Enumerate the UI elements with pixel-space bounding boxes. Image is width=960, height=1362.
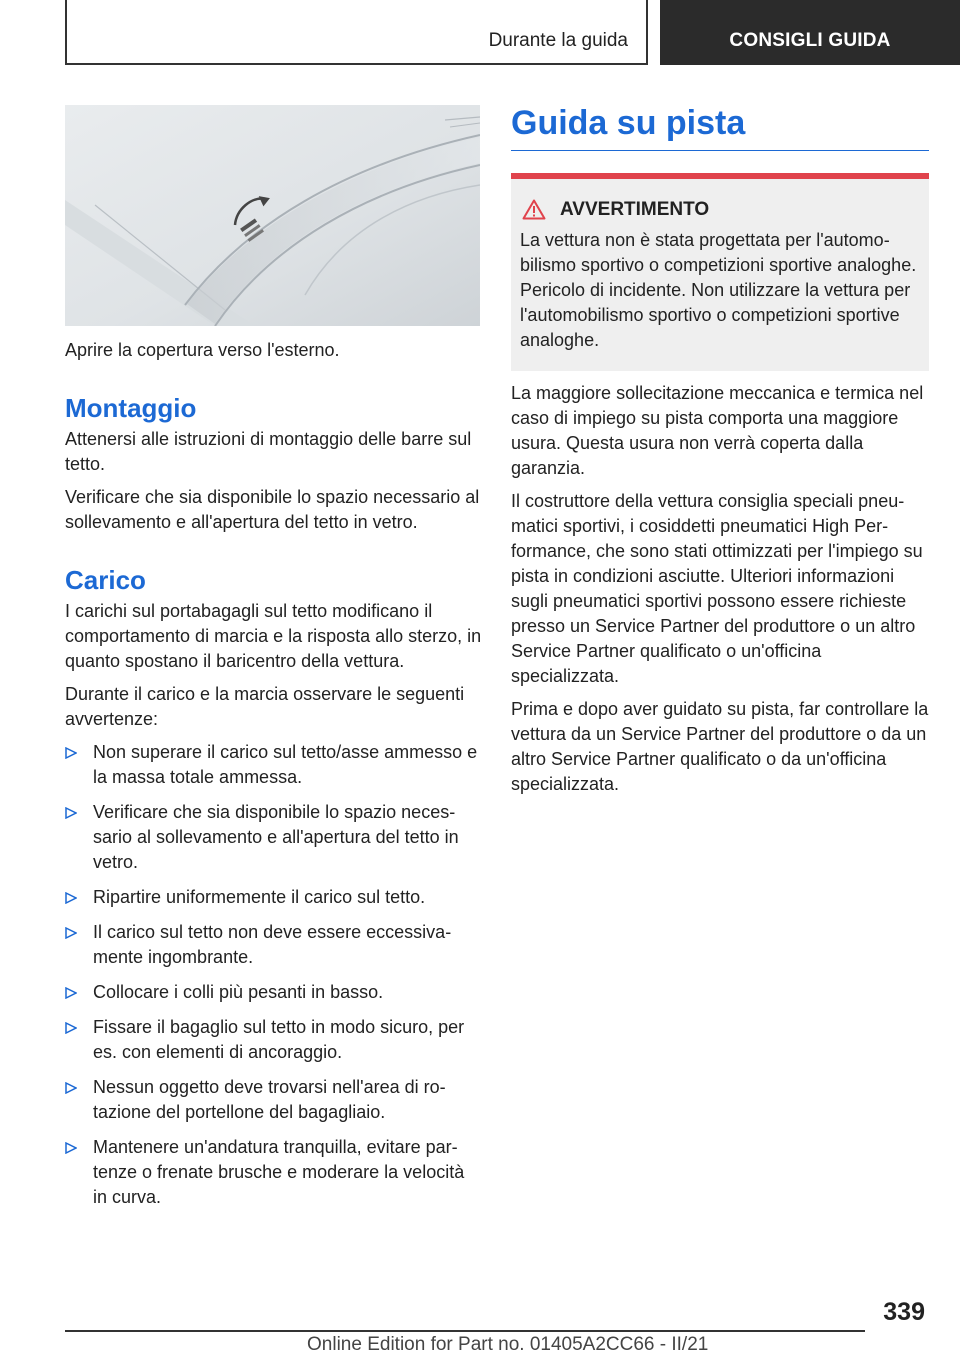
header-chapter-title: CONSIGLI GUIDA (729, 29, 891, 51)
list-item-text: Non superare il carico sul tetto/asse ammesso e la massa totale ammessa. (93, 742, 478, 787)
right-column (511, 100, 929, 805)
warning-text: La vettura non è stata progettata per l'automobilismo sportivo o competizioni sportive analoghe. Pericolo di incidente. Non utilizzare la vettura per l'automobilismo sportivo o competizioni sportive analoghe. (520, 230, 917, 350)
list-item-text: Il carico sul tetto non deve essere eccessivamente ingombrante. (93, 922, 452, 967)
header-section-title: Durante la guida (488, 30, 628, 51)
carico-list (65, 740, 483, 1210)
warning-header (520, 197, 919, 222)
header-chapter-tab (660, 0, 960, 65)
pista-paragraph-2: Il costruttore della vettura consiglia speciali pneumatici sportivi, i cosiddetti pneumatici High Performance, che sono stati ottimizzati per l'impiego su pista in condizioni asciutte. Ulteriori informazioni sugli pneumatici sportivi possono essere richieste presso un Service Partner del produttore o un altro Service Partner qualificato o un'officina specializzata. (511, 491, 923, 686)
heading-guida-su-pista: Guida su pista (511, 100, 929, 151)
list-item (65, 1135, 483, 1210)
triangle-bullet-icon (65, 1142, 77, 1154)
roof-cover-illustration (65, 105, 480, 326)
triangle-bullet-icon (65, 1022, 77, 1034)
footer-edition: Online Edition for Part no. 01405A2CC66 - II/21 (307, 1334, 709, 1355)
heading-carico: Carico (65, 565, 146, 595)
warning-box (511, 173, 929, 371)
triangle-bullet-icon (65, 747, 77, 759)
list-item-text: Fissare il bagaglio sul tetto in modo sicuro, per es. con elementi di ancoraggio. (93, 1017, 465, 1062)
list-item (65, 1075, 483, 1125)
carico-paragraph-2: Durante il carico e la marcia osservare le seguenti avvertenze: (65, 684, 465, 729)
list-item (65, 885, 483, 910)
list-item-text: Nessun oggetto deve trovarsi nell'area di rotazione del portellone del bagagliaio. (93, 1077, 446, 1122)
list-item (65, 920, 483, 970)
triangle-bullet-icon (65, 1082, 77, 1094)
carico-paragraph-1: I carichi sul portabagagli sul tetto modificano il comportamento di marcia e la risposta allo sterzo, in quanto spostano il baricentro della vettura. (65, 601, 482, 671)
list-item (65, 980, 483, 1005)
pista-paragraph-1: La maggiore sollecitazione meccanica e termica nel caso di impiego su pista comporta una maggiore usura. Questa usura non verrà coperta dalla garanzia. (511, 383, 924, 478)
montaggio-paragraph-2: Verificare che sia disponibile lo spazio necessario al sollevamento e all'apertura del tetto in vetro. (65, 487, 480, 532)
triangle-bullet-icon (65, 987, 77, 999)
pista-paragraph-3: Prima e dopo aver guidato su pista, far controllare la vettura da un Service Partner del produttore o da un altro Service Partner qualificato o da un'officina specializzata. (511, 699, 929, 794)
list-item (65, 740, 483, 790)
triangle-bullet-icon (65, 927, 77, 939)
figure-caption: Aprire la copertura verso l'esterno. (65, 340, 340, 360)
list-item-text: Mantenere un'andatura tranquilla, evitare partenze o frenate brusche e moderare la velocità in curva. (93, 1137, 465, 1207)
roof-cover-drawing (65, 105, 480, 326)
left-column (65, 338, 483, 1220)
heading-montaggio: Montaggio (65, 393, 197, 423)
warning-triangle-icon (522, 199, 546, 220)
triangle-bullet-icon (65, 892, 77, 904)
page-number: 339 (883, 1298, 925, 1326)
header-section-box (65, 0, 648, 65)
montaggio-paragraph-1: Attenersi alle istruzioni di montaggio delle barre sul tetto. (65, 429, 472, 474)
warning-label: AVVERTIMENTO (560, 199, 710, 220)
list-item (65, 1015, 483, 1065)
footer-divider (65, 1330, 865, 1332)
triangle-bullet-icon (65, 807, 77, 819)
list-item-text: Ripartire uniformemente il carico sul tetto. (93, 887, 426, 907)
list-item (65, 800, 483, 875)
list-item-text: Collocare i colli più pesanti in basso. (93, 982, 384, 1002)
list-item-text: Verificare che sia disponibile lo spazio necessario al sollevamento e all'apertura del tetto in vetro. (93, 802, 459, 872)
